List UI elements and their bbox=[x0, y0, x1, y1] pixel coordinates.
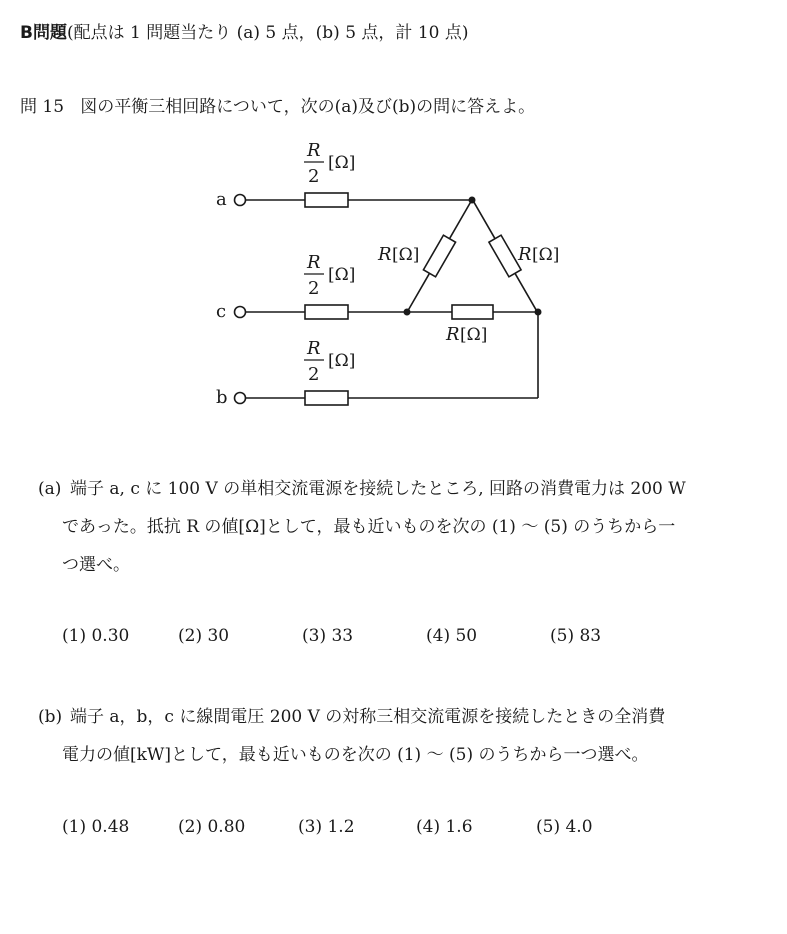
question-prompt: 図の平衡三相回路について，次の(a)及び(b)の問に答えよ。 bbox=[80, 97, 536, 117]
part-b-choice-2[interactable]: (2) 0.80 bbox=[178, 817, 246, 837]
part-a-choice-3[interactable]: (3) 33 bbox=[302, 626, 354, 646]
svg-text:[Ω]: [Ω] bbox=[328, 265, 356, 285]
svg-text:[Ω]: [Ω] bbox=[460, 325, 488, 345]
part-b-choice-3[interactable]: (3) 1.2 bbox=[298, 817, 355, 837]
svg-text:R: R bbox=[446, 324, 460, 345]
label-resistor-b bbox=[304, 338, 355, 385]
resistor-b bbox=[305, 391, 348, 405]
svg-text:R: R bbox=[307, 252, 321, 273]
resistor-c bbox=[305, 305, 348, 319]
part-b-choice-1[interactable]: (1) 0.48 bbox=[62, 817, 130, 837]
part-a-choice-1[interactable]: (1) 0.30 bbox=[62, 626, 130, 646]
resistor-delta-bottom bbox=[452, 305, 493, 319]
terminal-a-label: a bbox=[216, 189, 227, 210]
part-b-choice-5[interactable]: (5) 4.0 bbox=[536, 817, 593, 837]
part-a-line-2: であった。抵抗 R の値[Ω]として，最も近いものを次の (1) ～ (5) のうちから一 bbox=[62, 517, 676, 537]
junction-left bbox=[404, 309, 411, 316]
resistor-delta-right bbox=[489, 235, 521, 277]
scoring-note: (配点は 1 問題当たり (a) 5 点，(b) 5 点，計 10 点) bbox=[66, 23, 469, 43]
part-a-choice-2[interactable]: (2) 30 bbox=[178, 626, 230, 646]
question-title bbox=[20, 92, 535, 117]
part-b-choice-4[interactable]: (4) 1.6 bbox=[416, 817, 473, 837]
junction-top bbox=[469, 197, 476, 204]
label-resistor-a bbox=[304, 140, 355, 187]
terminal-b-label: b bbox=[216, 387, 228, 408]
part-b-line-1: 端子 a，b，c に線間電圧 200 V の対称三相交流電源を接続したときの全消費 bbox=[70, 707, 666, 727]
svg-text:R: R bbox=[518, 244, 532, 265]
svg-text:2: 2 bbox=[308, 364, 320, 385]
section-header bbox=[20, 18, 469, 43]
svg-text:[Ω]: [Ω] bbox=[328, 153, 356, 173]
svg-text:2: 2 bbox=[308, 166, 320, 187]
terminal-c-label: c bbox=[216, 301, 227, 322]
part-b-line-2: 電力の値[kW]として，最も近いものを次の (1) ～ (5) のうちから一つ選べ。 bbox=[62, 745, 649, 765]
label-delta-bottom bbox=[445, 324, 487, 345]
part-a-label: (a) bbox=[38, 479, 62, 499]
svg-text:R: R bbox=[307, 140, 321, 161]
part-b-label: (b) bbox=[38, 707, 63, 727]
question-number: 問 15 bbox=[20, 97, 65, 117]
svg-text:[Ω]: [Ω] bbox=[328, 351, 356, 371]
svg-text:R: R bbox=[378, 244, 392, 265]
svg-text:[Ω]: [Ω] bbox=[392, 245, 420, 265]
terminal-a-node bbox=[235, 195, 246, 206]
terminal-c-node bbox=[235, 307, 246, 318]
svg-text:R: R bbox=[307, 338, 321, 359]
section-label: B問題 bbox=[20, 23, 67, 43]
resistor-delta-left bbox=[423, 235, 455, 277]
part-a-choice-5[interactable]: (5) 83 bbox=[550, 626, 602, 646]
svg-text:[Ω]: [Ω] bbox=[532, 245, 560, 265]
label-delta-left bbox=[377, 244, 419, 265]
part-a-line-3: つ選べ。 bbox=[62, 555, 130, 575]
resistor-a bbox=[305, 193, 348, 207]
svg-text:2: 2 bbox=[308, 278, 320, 299]
label-resistor-c bbox=[304, 252, 355, 299]
part-a-choice-4[interactable]: (4) 50 bbox=[426, 626, 478, 646]
part-a-line-1: 端子 a, c に 100 V の単相交流電源を接続したところ, 回路の消費電力は 200 W bbox=[70, 479, 686, 499]
terminal-b-node bbox=[235, 393, 246, 404]
junction-right bbox=[535, 309, 542, 316]
label-delta-right bbox=[517, 244, 559, 265]
